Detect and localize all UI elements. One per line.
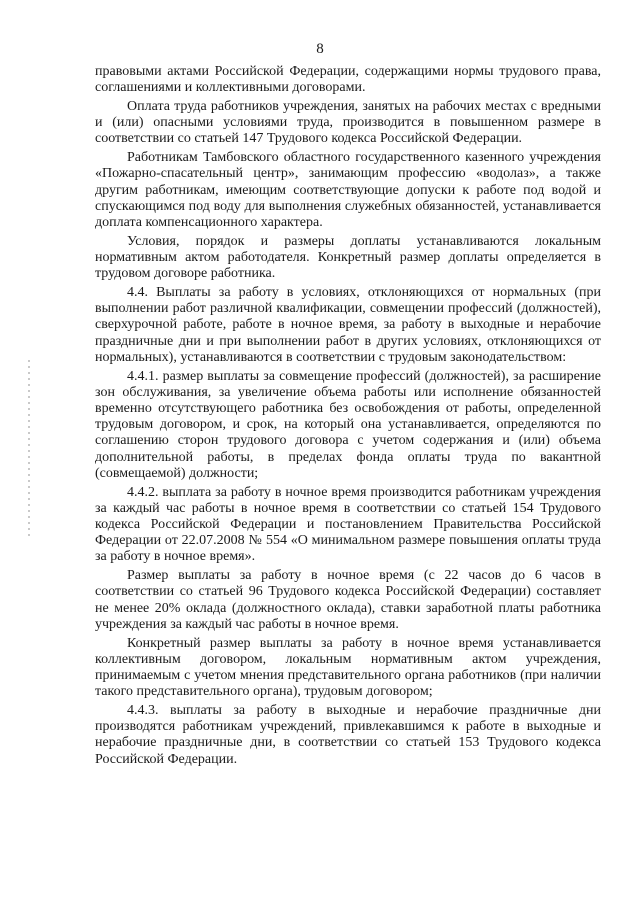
paragraph-continuation: правовыми актами Российской Федерации, содержащими нормы трудового права, соглашениями и коллективными договорами.: [95, 64, 601, 96]
paragraph-4-4-1: 4.4.1. размер выплаты за совмещение профессий (должностей), за расширение зон обслуживания, за увеличение объема работы или исполнение обязанностей временно отсутствующего работника без освобождения от работы, определенной трудовым договором, и срок, на который она устанавливается, определяются по соглашению сторон трудового договора с учетом содержания и (или) объема дополнительной работы, в пределах фонда оплаты труда по вакантной (совмещаемой) должности;: [95, 368, 601, 481]
page-number: 8: [316, 41, 324, 57]
paragraph-diver-allowance: Работникам Тамбовского областного государственного казенного учреждения «Пожарно-спасательный центр», занимающим профессию «водолаз», а также другим работникам, имеющим соответствующие допуски к работе под водой и спускающимся под воду для выполнения служебных обязанностей, устанавливается доплата компенсационного характера.: [95, 150, 601, 231]
paragraph-allowance-conditions: Условия, порядок и размеры доплаты устанавливаются локальным нормативным актом работодателя. Конкретный размер доплаты определяется в трудовом договоре работника.: [95, 233, 601, 282]
paragraph-4-4-3: 4.4.3. выплаты за работу в выходные и нерабочие праздничные дни производятся работникам учреждений, привлекавшимся к работе в выходные и нерабочие праздничные дни, в соответствии со статьей 153 Трудового кодекса Российской Федерации.: [95, 703, 601, 767]
paragraph-4-4-2: 4.4.2. выплата за работу в ночное время производится работникам учреждения за каждый час работы в ночное время в соответствии со статьей 154 Трудового кодекса Российской Федерации и постановлением Правительства Российской Федерации от 22.07.2008 № 554 «О минимальном размере повышения оплаты труда за работу в ночное время».: [95, 484, 601, 565]
paragraph-night-work-specific: Конкретный размер выплаты за работу в ночное время устанавливается коллективным договором, локальным нормативным актом учреждения, принимаемым с учетом мнения представительного органа работников (при наличии такого представительного органа), трудовым договором;: [95, 635, 601, 700]
paragraph-hazardous-conditions-pay: Оплата труда работников учреждения, занятых на рабочих местах с вредными и (или) опасными условиями труда, производится в повышенном размере в соответствии со статьей 147 Трудового кодекса Российской Федерации.: [95, 99, 601, 147]
paragraph-night-work-rate: Размер выплаты за работу в ночное время (с 22 часов до 6 часов в соответствии со статьей 96 Трудового кодекса Российской Федерации) составляет не менее 20% оклада (должностного оклада), ставки заработной платы работника учреждения за каждый час работы в ночное время.: [95, 568, 601, 632]
scan-margin-mark: [28, 360, 30, 540]
document-body: [95, 64, 601, 770]
paragraph-4-4: 4.4. Выплаты за работу в условиях, отклоняющихся от нормальных (при выполнении работ различной квалификации, совмещении профессий (должностей), сверхурочной работе, работе в ночное время, за работу в выходные и нерабочие праздничные дни и при выполнении работ в других условиях, отклоняющихся от нормальных), устанавливаются в соответствии с трудовым законодательством:: [95, 285, 601, 365]
